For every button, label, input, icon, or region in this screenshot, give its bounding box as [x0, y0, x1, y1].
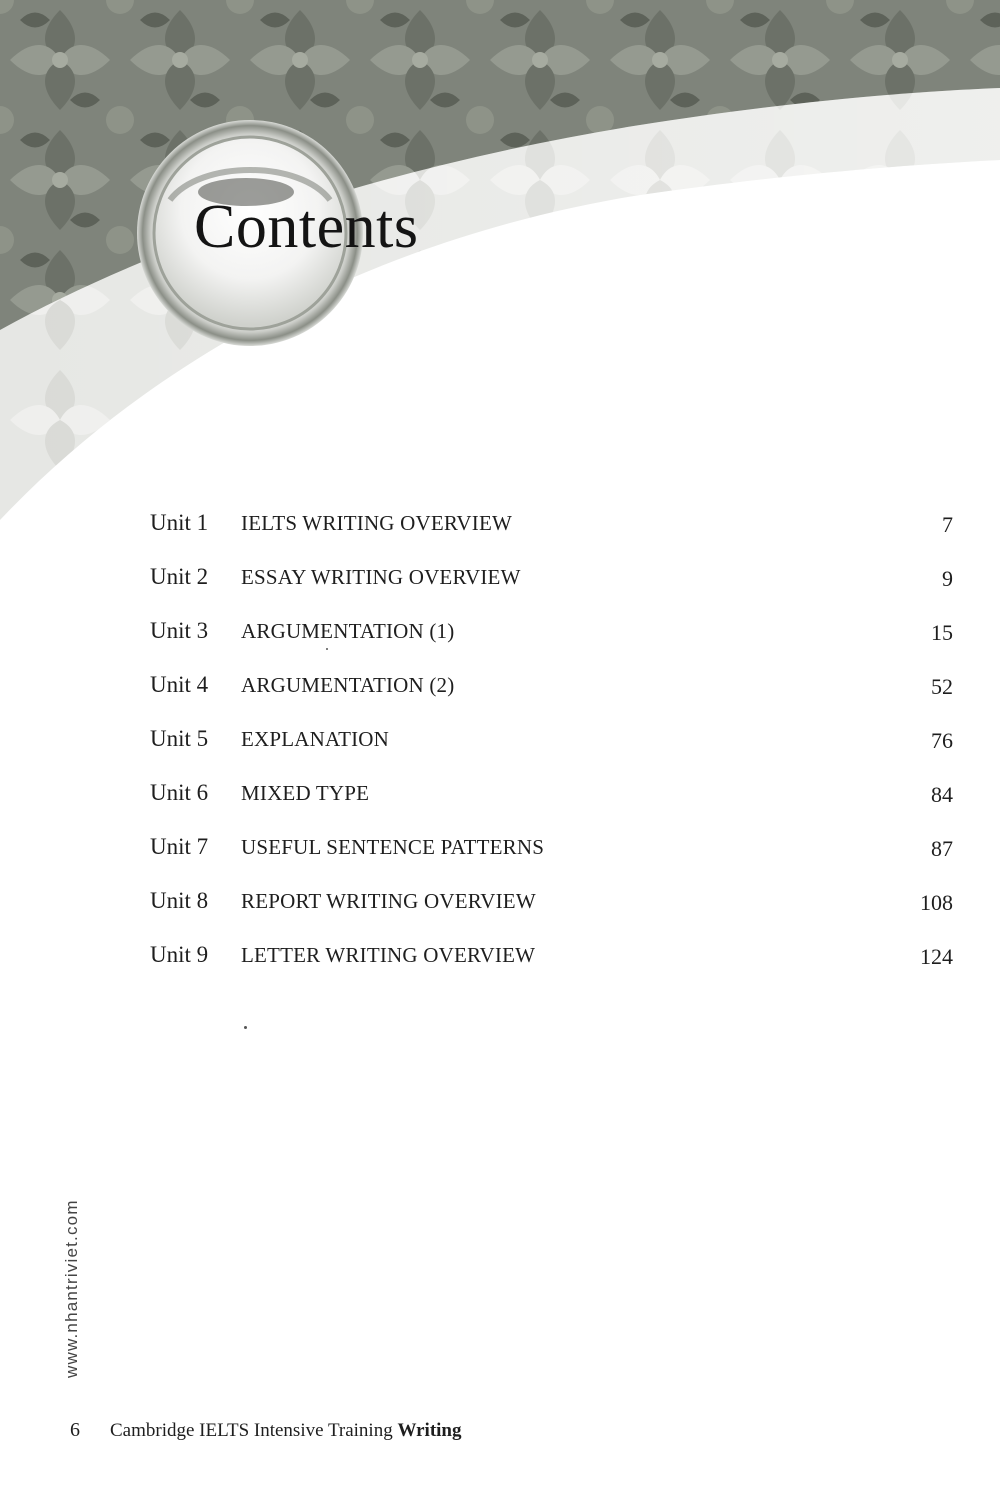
toc-row-unit-2[interactable]: [150, 560, 955, 614]
toc-unit-title: MIXED TYPE: [241, 781, 370, 805]
toc-page-number: 52: [931, 674, 953, 699]
toc-row-unit-1[interactable]: [150, 506, 955, 560]
toc-unit-number: Unit 4: [150, 672, 209, 697]
page-title: Contents: [194, 193, 419, 261]
page-footer: [70, 1419, 462, 1442]
toc-unit-number: Unit 5: [150, 726, 209, 751]
toc-page-number: 7: [942, 512, 953, 537]
side-website-url: www.nhantriviet.com: [62, 1199, 81, 1378]
toc-row-unit-4[interactable]: [150, 668, 955, 722]
toc-row-unit-7[interactable]: [150, 830, 955, 884]
toc-unit-title: EXPLANATION: [241, 727, 390, 751]
toc-unit-number: Unit 7: [150, 834, 209, 859]
toc-unit-title: ESSAY WRITING OVERVIEW: [241, 565, 521, 589]
toc-row-unit-9[interactable]: [150, 938, 955, 992]
toc-unit-title: REPORT WRITING OVERVIEW: [241, 889, 536, 913]
toc-page-number: 15: [931, 620, 953, 645]
table-of-contents: [150, 506, 955, 992]
toc-row-unit-5[interactable]: [150, 722, 955, 776]
toc-unit-number: Unit 1: [150, 510, 209, 535]
toc-page-number: 108: [920, 890, 953, 915]
toc-page-number: 124: [920, 944, 953, 969]
scan-speck: [326, 648, 328, 650]
toc-unit-number: Unit 9: [150, 942, 209, 967]
toc-row-unit-8[interactable]: [150, 884, 955, 938]
footer-book-title-bold: Writing: [397, 1420, 462, 1441]
toc-row-unit-3[interactable]: [150, 614, 955, 668]
scan-speck: [244, 1026, 247, 1029]
toc-page-number: 76: [931, 728, 953, 753]
toc-unit-title: ARGUMENTATION (2): [241, 673, 455, 697]
footer-book-title: Cambridge IELTS Intensive Training: [110, 1420, 393, 1441]
toc-page-number: 84: [931, 782, 953, 807]
toc-unit-number: Unit 6: [150, 780, 209, 805]
toc-unit-title: IELTS WRITING OVERVIEW: [241, 511, 513, 535]
toc-page-number: 87: [931, 836, 953, 861]
toc-unit-title: LETTER WRITING OVERVIEW: [241, 943, 536, 967]
toc-row-unit-6[interactable]: [150, 776, 955, 830]
toc-unit-title: USEFUL SENTENCE PATTERNS: [241, 835, 545, 859]
ornamental-header-graphic: [0, 0, 1000, 560]
toc-unit-number: Unit 2: [150, 564, 209, 589]
toc-unit-number: Unit 8: [150, 888, 209, 913]
toc-unit-title: ARGUMENTATION (1): [241, 619, 455, 643]
footer-page-number: 6: [70, 1419, 80, 1441]
toc-page-number: 9: [942, 566, 953, 591]
toc-unit-number: Unit 3: [150, 618, 209, 643]
